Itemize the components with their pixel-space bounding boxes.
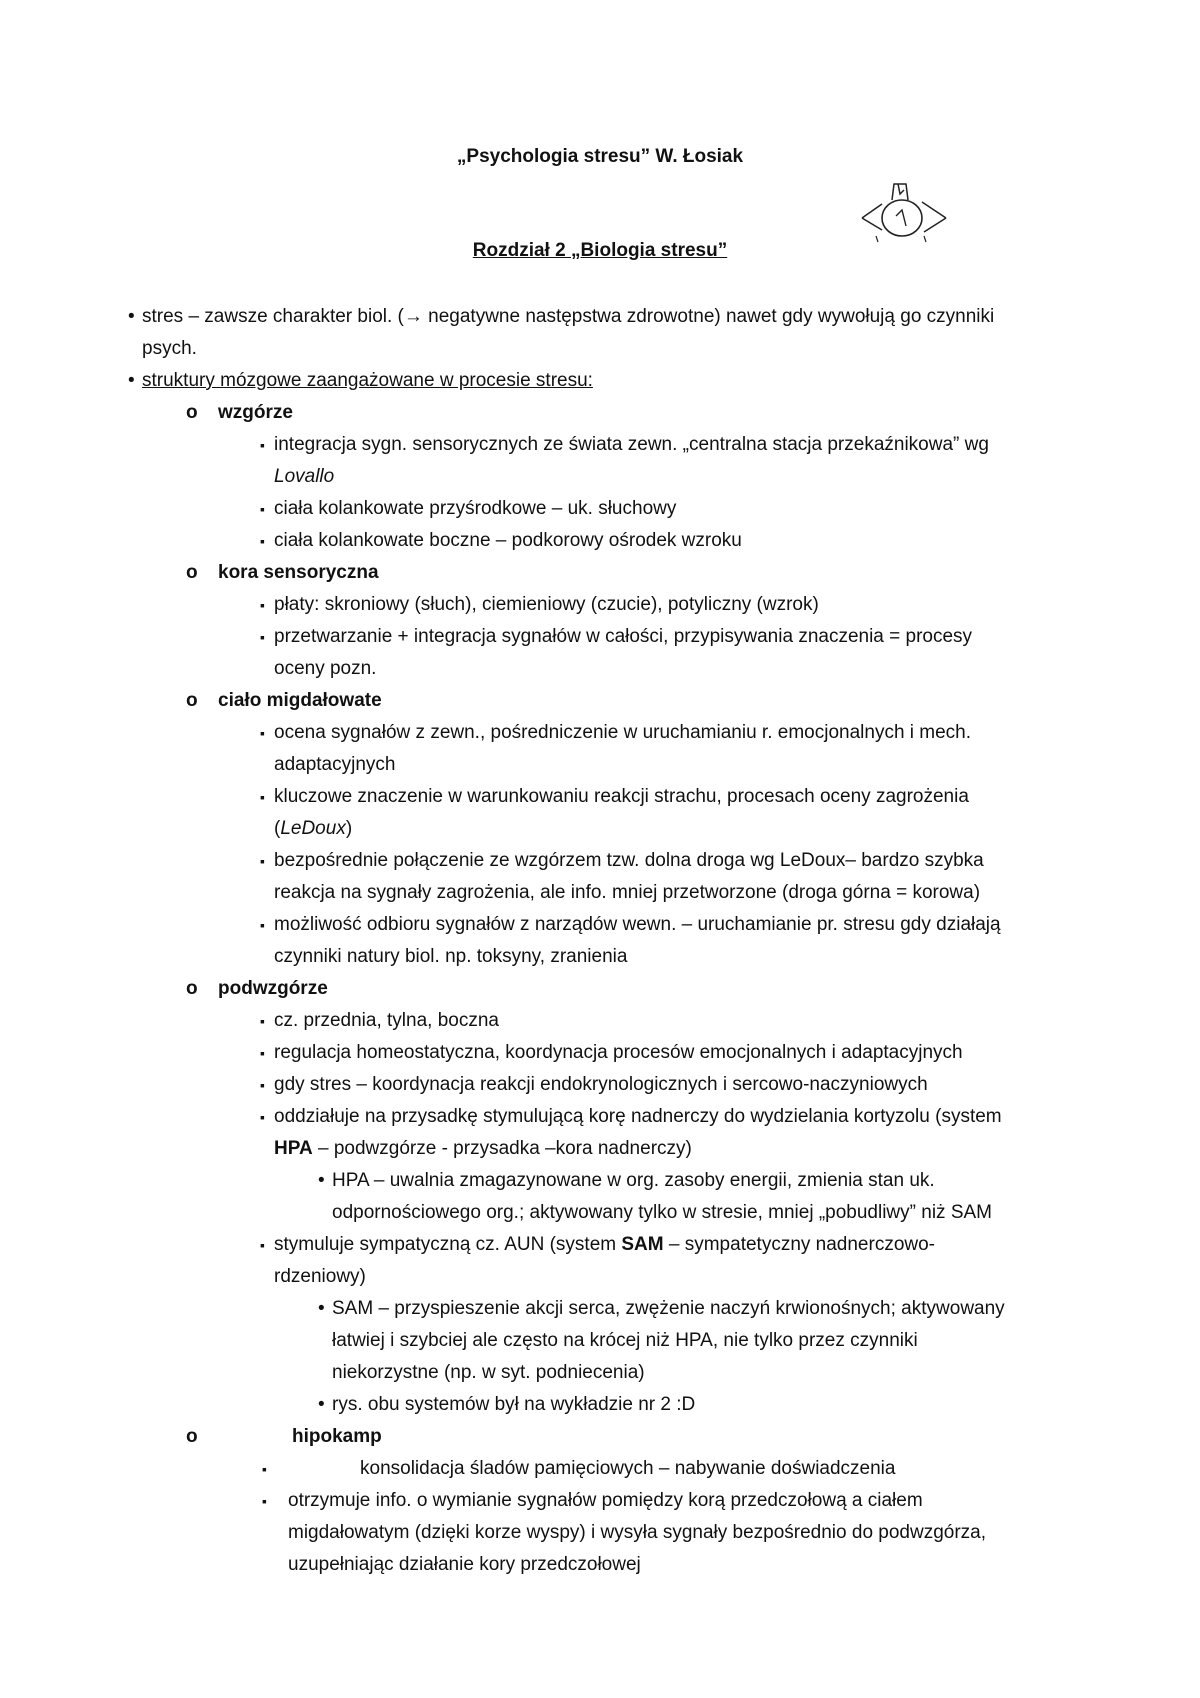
list-item-text: rys. obu systemów był na wykładzie nr 2 :D xyxy=(332,1394,696,1415)
author-name: LeDoux xyxy=(280,818,346,839)
list-item xyxy=(260,850,984,872)
list-item xyxy=(260,498,676,520)
list-item-text: otrzymuje info. o wymianie sygnałów pomiędzy korą przedczołową a ciałem xyxy=(288,1490,923,1511)
circle-marker: o xyxy=(186,562,198,583)
section-heading: hipokamp xyxy=(292,1426,382,1447)
list-item xyxy=(260,594,819,616)
list-item-continuation xyxy=(274,818,352,840)
list-item xyxy=(260,1042,963,1064)
list-item xyxy=(260,530,742,552)
square-marker: ▪ xyxy=(260,629,265,645)
list-item-continuation: czynniki natury biol. np. toksyny, zranienia xyxy=(274,946,628,967)
list-item xyxy=(186,978,328,1000)
list-item xyxy=(318,1394,695,1416)
square-marker: ▪ xyxy=(260,789,265,805)
circle-marker: o xyxy=(186,402,198,423)
square-marker: ▪ xyxy=(260,1013,265,1029)
list-item-text: ciała kolankowate boczne – podkorowy ośrodek wzroku xyxy=(274,530,742,551)
circle-marker: o xyxy=(186,690,198,711)
list-item xyxy=(260,1010,499,1032)
list-item-text: integracja sygn. sensorycznych ze świata zewn. „centralna stacja przekaźnikowa” wg xyxy=(274,434,989,455)
list-item xyxy=(262,1458,895,1480)
list-item xyxy=(260,434,989,456)
list-item-continuation: niekorzystne (np. w syt. podniecenia) xyxy=(332,1362,645,1383)
list-item-continuation: psych. xyxy=(142,338,197,359)
list-item-text: przetwarzanie + integracja sygnałów w całości, przypisywania znaczenia = procesy xyxy=(274,626,973,647)
list-item-text: struktury mózgowe zaangażowane w procesie stresu: xyxy=(142,370,593,391)
list-item-continuation: reakcja na sygnały zagrożenia, ale info. mniej przetworzone (droga górna = korowa) xyxy=(274,882,981,903)
list-item-text: HPA – uwalnia zmagazynowane w org. zasoby energii, zmienia stan uk. xyxy=(332,1170,935,1191)
square-marker: ▪ xyxy=(260,1045,265,1061)
list-item xyxy=(260,1234,935,1256)
square-marker: ▪ xyxy=(260,437,265,453)
list-item-continuation: łatwiej i szybciej ale często na krócej niż HPA, nie tylko przez czynniki xyxy=(332,1330,918,1351)
section-heading: ciało migdałowate xyxy=(218,690,382,711)
list-item-text: oddziałuje na przysadkę stymulującą korę nadnerczy do wydzielania kortyzolu (system xyxy=(274,1106,1002,1127)
square-marker: ▪ xyxy=(260,1237,265,1253)
list-item xyxy=(262,1490,923,1512)
list-item-text: możliwość odbioru sygnałów z narządów wewn. – uruchamianie pr. stresu gdy działają xyxy=(274,914,1001,935)
list-item xyxy=(186,1426,382,1448)
list-item xyxy=(186,690,382,712)
square-marker: ▪ xyxy=(260,1109,265,1125)
list-item xyxy=(128,306,994,328)
list-item xyxy=(186,402,293,424)
list-item-continuation: adaptacyjnych xyxy=(274,754,396,775)
list-item xyxy=(260,1074,928,1096)
list-item-continuation: migdałowatym (dzięki korze wyspy) i wysyła sygnały bezpośrednio do podwzgórza, xyxy=(288,1522,987,1543)
square-marker: ▪ xyxy=(262,1461,267,1477)
section-heading: podwzgórze xyxy=(218,978,328,999)
chapter-heading: Rozdział 2 „Biologia stresu” xyxy=(472,240,728,261)
list-item-text: ocena sygnałów z zewn., pośredniczenie w uruchamianiu r. emocjonalnych i mech. xyxy=(274,722,972,743)
list-item-continuation: odpornościowego org.; aktywowany tylko w stresie, mniej „pobudliwy” niż SAM xyxy=(332,1202,992,1223)
square-marker: ▪ xyxy=(260,597,265,613)
square-marker: ▪ xyxy=(262,1493,267,1509)
bullet-marker: • xyxy=(318,1298,325,1319)
list-item xyxy=(260,1106,1002,1128)
square-marker: ▪ xyxy=(260,917,265,933)
square-marker: ▪ xyxy=(260,1077,265,1093)
list-item-text: regulacja homeostatyczna, koordynacja procesów emocjonalnych i adaptacyjnych xyxy=(274,1042,963,1063)
list-item-text: bezpośrednie połączenie ze wzgórzem tzw. dolna droga wg LeDoux– bardzo szybka xyxy=(274,850,984,871)
paren-close: ) xyxy=(345,818,353,839)
list-item-text: SAM – przyspieszenie akcji serca, zwężenie naczyń krwionośnych; aktywowany xyxy=(332,1298,1005,1319)
circle-marker: o xyxy=(186,978,198,999)
list-item-text: konsolidacja śladów pamięciowych – nabywanie doświadczenia xyxy=(360,1458,896,1479)
list-item xyxy=(318,1298,1005,1320)
list-item xyxy=(128,370,593,392)
list-item-continuation: Lovallo xyxy=(274,466,335,487)
list-item-text: – podwzgórze - przysadka –kora nadnerczy) xyxy=(312,1138,692,1159)
circle-marker: o xyxy=(186,1426,198,1447)
system-abbrev: SAM xyxy=(621,1234,664,1255)
bullet-marker: • xyxy=(318,1170,325,1191)
square-marker: ▪ xyxy=(260,853,265,869)
list-item-text: gdy stres – koordynacja reakcji endokrynologicznych i sercowo-naczyniowych xyxy=(274,1074,928,1095)
list-item-text: cz. przednia, tylna, boczna xyxy=(274,1010,499,1031)
list-item xyxy=(186,562,379,584)
section-heading: kora sensoryczna xyxy=(218,562,379,583)
list-item-text: kluczowe znaczenie w warunkowaniu reakcji strachu, procesach oceny zagrożenia xyxy=(274,786,969,807)
list-item xyxy=(260,722,971,744)
list-item xyxy=(318,1170,935,1192)
square-marker: ▪ xyxy=(260,501,265,517)
paren-open: ( xyxy=(274,818,281,839)
bullet-marker: • xyxy=(128,306,135,327)
bullet-marker: • xyxy=(128,370,135,391)
list-item xyxy=(260,626,972,648)
list-item-text: stres – zawsze charakter biol. (→ negatywne następstwa zdrowotne) nawet gdy wywołują go czynniki xyxy=(142,306,995,327)
section-heading: wzgórze xyxy=(218,402,293,423)
list-item-continuation: rdzeniowy) xyxy=(274,1266,366,1287)
list-item-text: ciała kolankowate przyśrodkowe – uk. słuchowy xyxy=(274,498,677,519)
document-title: „Psychologia stresu” W. Łosiak xyxy=(456,146,744,167)
list-item-text: płaty: skroniowy (słuch), ciemieniowy (czucie), potyliczny (wzrok) xyxy=(274,594,819,615)
square-marker: ▪ xyxy=(260,533,265,549)
list-item-continuation: oceny pozn. xyxy=(274,658,377,679)
list-item xyxy=(260,914,1001,936)
list-item-text: stymuluje sympatyczną cz. AUN (system xyxy=(274,1234,622,1255)
list-item xyxy=(260,786,969,808)
list-item-continuation xyxy=(274,1138,692,1160)
list-item-continuation: uzupełniając działanie kory przedczołowej xyxy=(288,1554,641,1575)
square-marker: ▪ xyxy=(260,725,265,741)
bullet-marker: • xyxy=(318,1394,325,1415)
list-item-text: – sympatetyczny nadnerczowo- xyxy=(663,1234,936,1255)
system-abbrev: HPA xyxy=(274,1138,313,1159)
